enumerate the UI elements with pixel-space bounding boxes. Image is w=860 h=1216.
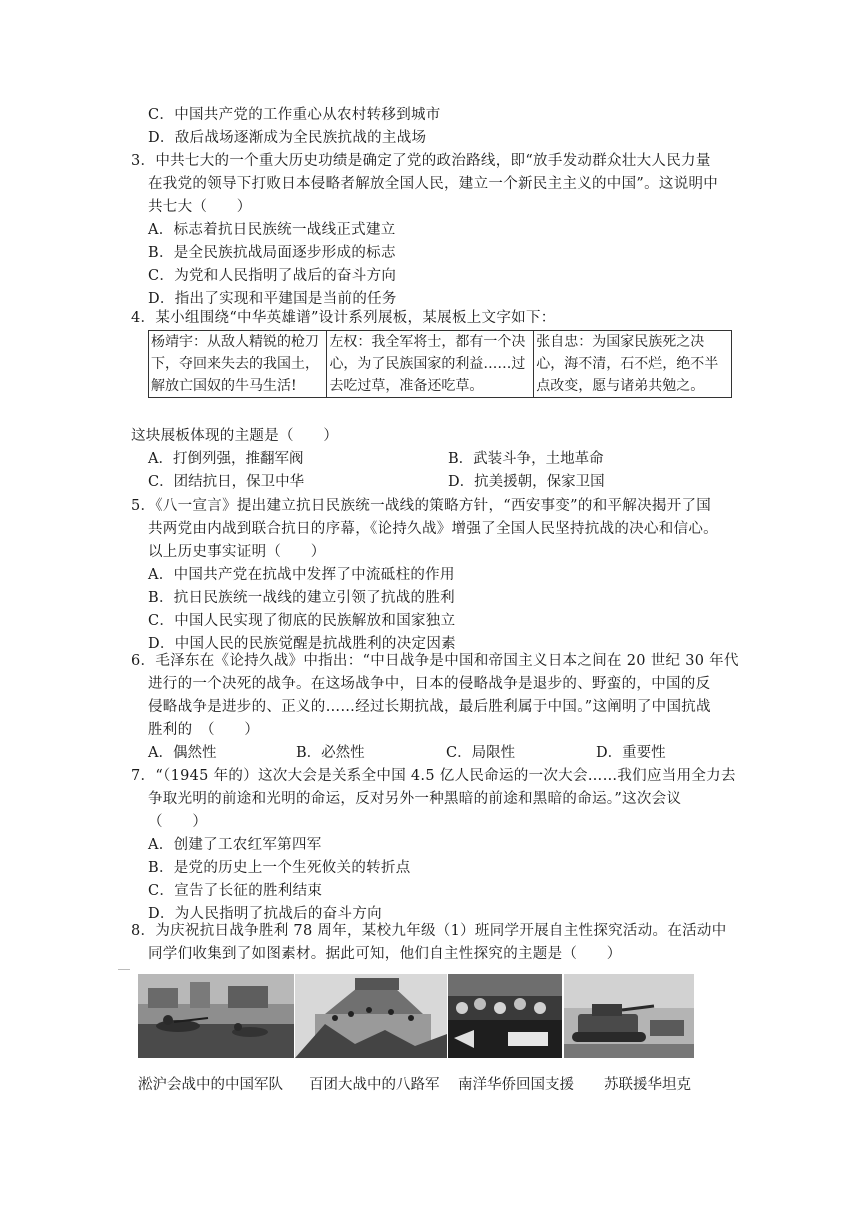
q8-stem-line2: 同学们收集到了如图素材。据此可知，他们自主性探究的主题是（ ） (148, 946, 622, 962)
caption-hundred-regiments: 百团大战中的八路军 (309, 1077, 440, 1093)
q7-option-a: A．创建了工农红军第四军 (148, 837, 322, 853)
soviet-tank-photo (564, 974, 694, 1058)
board-cell-zuo: 左权：我全军将士，都有一个决心，为了民族国家的利益……过去吃过草，准备还吃草。 (327, 331, 534, 398)
q3-option-d: D．指出了实现和平建国是当前的任务 (148, 291, 397, 307)
hero-board-table (148, 330, 732, 398)
q7-stem-line1: 7．“（1945 年的）这次大会是关系全中国 4.5 亿人民命运的一次大会……我们应当用全力去 (131, 768, 736, 784)
q6-stem-line2: 进行的一个决死的战争。在这场战争中，日本的侵略战争是退步的、野蛮的，中国的反 (148, 676, 711, 692)
board-cell-yang: 杨靖宇：从敌人精锐的枪刀下，夺回来失去的我国土，解放亡国奴的牛马生活! (149, 331, 327, 398)
q5-option-b: B．抗日民族统一战线的建立引领了抗战的胜利 (148, 590, 455, 606)
q5-stem-line2: 共两党由内战到联合抗日的序幕，《论持久战》增强了全国人民坚持抗战的决心和信心。 (148, 521, 718, 537)
q4-option-d: D．抗美援朝，保家卫国 (448, 474, 605, 490)
q2-option-d: D．敌后战场逐渐成为全民族抗战的主战场 (148, 130, 427, 146)
board-cell-zhang: 张自忠：为国家民族死之决心，海不清，石不烂，绝不半点改变，愿与诸弟共勉之。 (534, 331, 732, 398)
q8-stem-line1: 8．为庆祝抗日战争胜利 78 周年，某校九年级（1）班同学开展自主性探究活动。在活动中 (131, 923, 727, 939)
caption-songhu: 淞沪会战中的中国军队 (138, 1077, 283, 1093)
q4-option-b: B．武装斗争，土地革命 (448, 451, 604, 467)
q4-stem: 4．某小组围绕“中华英雄谱”设计系列展板，某展板上文字如下： (131, 310, 556, 326)
q7-stem-line2: 争取光明的前途和光明的命运，反对另外一种黑暗的前途和黑暗的命运。”这次会议 (148, 791, 682, 807)
q6-stem-line3: 侵略战争是进步的、正义的……经过长期抗战，最后胜利属于中国。”这阐明了中国抗战 (148, 699, 711, 715)
q6-option-a: A．偶然性 (148, 745, 217, 761)
divider-mark (118, 969, 130, 970)
q5-option-a: A．中国共产党在抗战中发挥了中流砥柱的作用 (148, 567, 455, 583)
q7-option-b: B．是党的历史上一个生死攸关的转折点 (148, 860, 411, 876)
q6-stem-line1: 6．毛泽东在《论持久战》中指出：“中日战争是中国和帝国主义日本之间在 20 世纪 30 年代 (131, 653, 739, 669)
q3-option-a: A．标志着抗日民族统一战线正式建立 (148, 222, 396, 238)
songhu-battle-photo (138, 974, 294, 1058)
q4-question: 这块展板体现的主题是（ ） (131, 428, 339, 444)
q6-option-d: D．重要性 (596, 745, 666, 761)
q3-stem-line2: 在我党的领导下打败日本侵略者解放全国人民，建立一个新民主主义的中国”。这说明中 (148, 176, 719, 192)
overseas-chinese-photo (448, 974, 562, 1058)
q7-stem-line3: （ ） (148, 814, 208, 830)
caption-overseas-chinese: 南洋华侨回国支援 (458, 1077, 574, 1093)
q6-option-c: C．局限性 (446, 745, 516, 761)
q4-option-c: C．团结抗日，保卫中华 (148, 474, 305, 490)
q7-option-c: C．宣告了长征的胜利结束 (148, 883, 323, 899)
q7-option-d: D．为人民指明了抗战后的奋斗方向 (148, 906, 382, 922)
q5-option-d: D．中国人民的民族觉醒是抗战胜利的决定因素 (148, 636, 456, 652)
q3-option-c: C．为党和人民指明了战后的奋斗方向 (148, 268, 397, 284)
caption-soviet-tanks: 苏联援华坦克 (604, 1077, 691, 1093)
q3-option-b: B．是全民族抗战局面逐步形成的标志 (148, 245, 396, 261)
q5-stem-line1: 5．《八一宣言》提出建立抗日民族统一战线的策略方针，“西安事变”的和平解决揭开了国 (131, 498, 712, 514)
q3-stem-line3: 共七大（ ） (148, 199, 252, 215)
hundred-regiments-photo (295, 974, 447, 1058)
q4-option-a: A．打倒列强，推翻军阀 (148, 451, 304, 467)
q6-option-b: B．必然性 (296, 745, 365, 761)
photo-strip (138, 974, 694, 1058)
q5-option-c: C．中国人民实现了彻底的民族解放和国家独立 (148, 613, 456, 629)
q3-stem-line1: 3．中共七大的一个重大历史功绩是确定了党的政治路线，即“放手发动群众壮大人民力量 (131, 153, 711, 169)
q5-stem-line3: 以上历史事实证明（ ） (148, 544, 326, 560)
q6-stem-line4: 胜利的 （ ） (148, 722, 260, 738)
q2-option-c: C．中国共产党的工作重心从农村转移到城市 (148, 107, 441, 123)
